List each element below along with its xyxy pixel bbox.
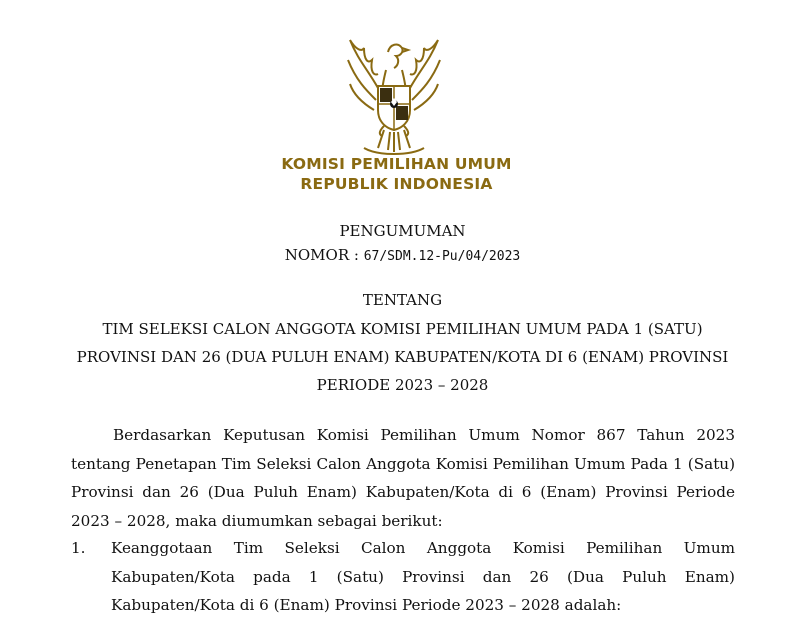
list-marker: 1. (71, 539, 86, 557)
paragraph-line: 2023 – 2028, maka diumumkan sebagai berikut: (71, 511, 443, 530)
number-label: NOMOR : (284, 246, 364, 264)
paragraph-line: Provinsi dan 26 (Dua Puluh Enam) Kabupaten/Kota di 6 (Enam) Provinsi Periode (71, 483, 735, 501)
paragraph-line: tentang Penetapan Tim Seleksi Calon Anggota Komisi Pemilihan Umum Pada 1 (Satu) (71, 454, 735, 473)
list-item-line: Kabupaten/Kota pada 1 (Satu) Provinsi dan 26 (Dua Puluh Enam) (111, 567, 735, 586)
subject-line: TIM SELEKSI CALON ANGGOTA KOMISI PEMILIHAN UMUM PADA 1 (SATU) (102, 320, 703, 338)
subject-line: PERIODE 2023 – 2028 (316, 376, 489, 394)
paragraph-line: Berdasarkan Keputusan Komisi Pemilihan Umum Nomor 867 Tahun 2023 (113, 426, 735, 444)
regarding-label: TENTANG (362, 291, 443, 309)
organization-country: REPUBLIK INDONESIA (300, 175, 493, 193)
intro-paragraph (71, 421, 735, 535)
subject-line: PROVINSI DAN 26 (DUA PULUH ENAM) KABUPATEN/KOTA DI 6 (ENAM) PROVINSI (76, 348, 729, 366)
document-title: PENGUMUMAN (339, 222, 466, 240)
organization-name: KOMISI PEMILIHAN UMUM (281, 155, 512, 173)
list-item-line: Keanggotaan Tim Seleksi Calon Anggota Komisi Pemilihan Umum (111, 539, 735, 557)
garuda-emblem-icon (338, 30, 450, 158)
list-item-text (111, 534, 735, 620)
number-value: 67/SDM.12-Pu/04/2023 (363, 249, 521, 264)
document-number (0, 246, 805, 264)
list-item-line: Kabupaten/Kota di 6 (Enam) Provinsi Periode 2023 – 2028 adalah: (111, 596, 622, 614)
